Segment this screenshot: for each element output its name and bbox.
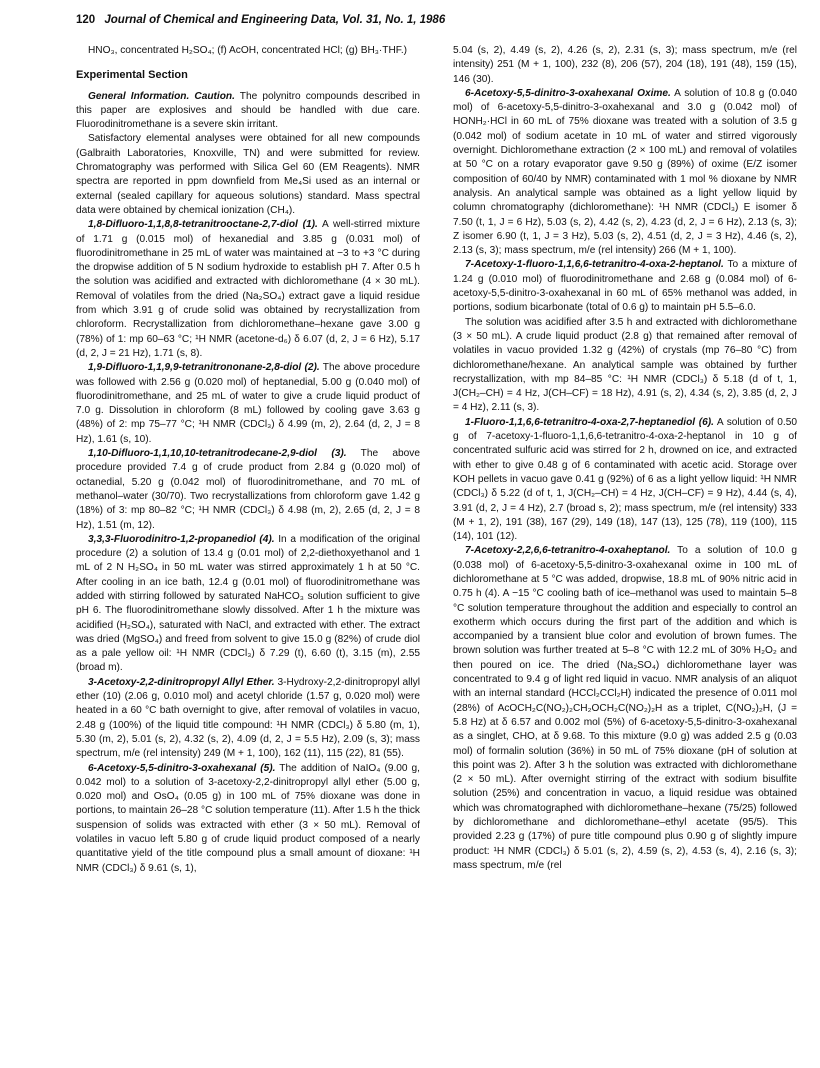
paragraph	[76, 447, 420, 533]
paragraph	[76, 90, 420, 133]
paragraph-text: In a modification of the original procedure (2) a solution of 13.4 g (0.01 mol) of 2,2-diethoxyethanol and 1 mL of 2 N H₂SO₄ in 50 mL water was stirred approximately 1 h at 50 °C. After cooling in an ice bath, 12.4 g (0.01 mol) of fluorodinitromethane was added with stirring followed by saturated NaHCO₃ solution sufficient to give pH 6. The fluorodinitromethane slowly dissolved. After 1 h the mixture was acidified (H₂SO₄), saturated with NaCl, and extracted with ether. The extract was dried (MgSO₄) and freed from solvent to give 15.0 g (82%) of crude diol as a pale yellow oil: ¹H NMR (CDCl₃) δ 7.29 (t), 6.60 (t), 3.15 (m), 2.55 (broad m).	[76, 533, 420, 674]
paragraph-text: HNO₃, concentrated H₂SO₄; (f) AcOH, concentrated HCl; (g) BH₃·THF.)	[88, 45, 408, 56]
paragraph	[76, 676, 420, 762]
paragraph-heading: 1-Fluoro-1,1,6,6-tetranitro-4-oxa-2,7-heptanediol (6).	[465, 416, 714, 428]
paragraph	[76, 762, 420, 876]
paragraph	[76, 218, 420, 361]
paragraph-text: The above procedure provided 7.4 g of crude product from 2.84 g (0.020 mol) of octanedial, 5.20 g (0.042 mol) of fluorodinitromethane, and 70 mL of methanol–water (30/70). Two recrystallizations from chloroform gave 1.42 g (18%) of 3: mp 80–82 °C; ¹H NMR (CDCl₃) δ 4.98 (m, 2), 2.65 (d, 2, J = 8 Hz), 1.51 (m, 12).	[76, 448, 421, 531]
paragraph-text: A solution of 0.50 g of 7-acetoxy-1-fluoro-1,1,6,6-tetranitro-4-oxa-2-heptanol in 10 g of concentrated sulfuric acid was stirred for 2 h, drowned on ice, and extracted with ether to give 0.48 g of 6 contaminated with acetic acid. Storage over KOH pellets in vacuo gave 0.41 g (92%) of 6 as a light yellow liquid: ¹H NMR (CDCl₃) δ 5.22 (d of t, 1, J(CH₂–CH) = 4 Hz, J(CH–CF) = 9 Hz), 4.44 (s, 4), 3.91 (d, 2, J = 4 Hz), 2.7 (broad s, 2); mass spectrum, m/e (rel intensity) 333 (M + 1, 2), 191 (38), 167 (29), 149 (18), 147 (13), 125 (78), 119 (100), 115 (14), 101 (12).	[453, 416, 797, 543]
paragraph-heading: 7-Acetoxy-2,2,6,6-tetranitro-4-oxaheptanol.	[465, 545, 671, 557]
paragraph-text: The solution was acidified after 3.5 h and extracted with dichloromethane (3 × 50 mL). A crude liquid product (2.8 g) that remained after removal of volatiles in vacuo provided 1.32 g (42%) of crystals (mp 76–80 °C) from dichloromethane/hexane. An analytical sample was obtained by further recrystallization, with mp 84–85 °C: ¹H NMR (CDCl₃) δ 5.18 (d of t, 1, J(CH₂–CH) = 4 Hz, J(CH–CF) = 18 Hz), 4.91 (s, 2), 4.34 (s, 2), 3.85 (d, 2, J = 4 Hz), 2.11 (s, 3).	[453, 316, 797, 414]
paragraph-heading: 1,8-Difluoro-1,1,8,8-tetranitrooctane-2,7-diol (1).	[88, 219, 318, 231]
paragraph-heading: 1,10-Difluoro-1,1,10,10-tetranitrodecane-2,9-diol (3).	[88, 448, 347, 460]
page-number: 120	[76, 14, 96, 26]
paragraph-heading: 6-Acetoxy-5,5-dinitro-3-oxahexanal (5).	[88, 762, 276, 774]
page-header	[76, 14, 756, 26]
paragraph	[76, 132, 420, 218]
paragraph-text: To a mixture of 1.24 g (0.010 mol) of fluorodinitromethane and 2.68 g (0.084 mol) of 6-acetoxy-5,5-dinitro-3-oxahexanal in 60 mL of 65% methanol was added, in portions, sodium bicarbonate (total of 0.6 g) to maintain pH 5.5–6.0.	[453, 259, 797, 314]
right-column	[453, 44, 797, 873]
paragraph	[453, 316, 797, 416]
paragraph-text: A solution of 10.8 g (0.040 mol) of 6-acetoxy-5,5-dinitro-3-oxahexanal and 3.0 g (0.042 mol) of HONH₂·HCl in 60 mL of 75% dioxane was treated with a solution of 3.5 g (0.042 mol) of sodium acetate in 10 mL of water and stirred vigorously overnight. Dichloromethane extraction (2 × 100 mL) and removal of volatiles at 50 °C on a rotary evaporator gave 9.50 g (89%) of oxime (E/Z isomer composition of 60/40 by NMR) contaminated with 1 mol % dioxane by NMR analysis. An analytical sample was obtained as a light yellow liquid by column chromatography (dichloromethane): ¹H NMR (CDCl₃) E isomer δ 7.50 (t, 1, J = 6 Hz), 5.03 (s, 2), 4.42 (s, 2), 4.23 (d, 2, J = 6 Hz), 2.13 (s, 3); Z isomer 6.90 (t, 1, J = 3 Hz), 5.03 (s, 2), 4.51 (d, 2, J = 3 Hz), 4.46 (s, 2), 2.13 (s, 3); mass spectrum, m/e (rel intensity) 266 (M + 1, 100).	[453, 87, 797, 257]
paragraph-text: 3-Hydroxy-2,2-dinitropropyl allyl ether (10) (2.06 g, 0.010 mol) and acetyl chloride (1.57 g, 0.020 mol) were heated in a 60 °C bath overnight to give, after removal of volatiles in vacuo, 2.48 g (100%) of the liquid title compound: ¹H NMR (CDCl₃) δ 5.80 (m, 1), 5.30 (m, 2), 5.01 (s, 2), 4.32 (s, 2), 4.09 (d, 2, J = 5.5 Hz), 2.09 (s, 3); mass spectrum, m/e (rel intensity) 249 (M + 1, 100), 162 (11), 115 (22), 81 (55).	[76, 676, 420, 760]
paragraph-heading: General Information. Caution.	[88, 90, 235, 102]
paragraph-text: 5.04 (s, 2), 4.49 (s, 2), 4.26 (s, 2), 2.31 (s, 3); mass spectrum, m/e (rel intensity) 251 (M + 1, 100), 232 (8), 206 (57), 204 (18), 191 (48), 159 (15), 146 (30).	[453, 45, 797, 85]
left-column	[76, 44, 420, 876]
paragraph-heading: 6-Acetoxy-5,5-dinitro-3-oxahexanal Oxime.	[465, 87, 671, 99]
paragraph-text: The above procedure was followed with 2.56 g (0.020 mol) of heptanedial, 5.00 g (0.040 mol) of fluorodinitromethane, and 25 mL of water to give a crude liquid product of 7.0 g. Dissolution in chloroform (8 mL) followed by cooling gave 3.63 g (48%) of 2: mp 75–77 °C; ¹H NMR (CDCl₃) δ 4.99 (m, 2), 2.64 (d, 2, J = 8 Hz), 1.61 (s, 10).	[76, 362, 420, 445]
paragraph-text: A well-stirred mixture of 1.71 g (0.015 mol) of hexanedial and 3.85 g (0.031 mol) of fluorodinitromethane in 25 mL of water was maintained at −3 to +3 °C during the dropwise addition of 5 N sodium hydroxide to establish pH 7. After 0.5 h the solution was acidified and extracted with dichloromethane (4 × 30 mL). Removal of volatiles from the dried (Na₂SO₄) extract gave a liquid residue from which 3.91 g of crude solid was obtained by recrystallization from chloroform. Recrystallization from dichloromethane–hexane gave 3.00 g (78%) of 1: mp 60–63 °C; ¹H NMR (acetone-d₆) δ 6.07 (d, 2, J = 6 Hz), 5.17 (d, 2, J = 21 Hz), 1.71 (s, 8).	[76, 219, 420, 359]
paragraph-heading: 3-Acetoxy-2,2-dinitropropyl Allyl Ether.	[88, 676, 275, 688]
paragraph-text: To a solution of 10.0 g (0.038 mol) of 6-acetoxy-5,5-dinitro-3-oxahexanal oxime in 100 mL of dichloromethane at 5 °C was added, dropwise, 18.8 mL of 90% nitric acid in 0.75 h (4). A −15 °C cooling bath of ice–methanol was used to maintain 5–8 °C solution temperature throughout the addition and especially to control an exotherm which occurs during the first part of the addition and which is accompanied by a transient blue color and evolution of brown fumes. The brown solution was further treated at 5–8 °C with 12.2 mL of 30% H₂O₂ and then poured on ice. The dried (Na₂SO₄) dichloromethane layer was concentrated to 9.4 g of light red liquid in vacuo. NMR analysis of an aliquot with an internal standard (HCCl₂CCl₂H) indicated the presence of 0.011 mol (28%) of AcOCH₂C(NO₂)₂CH₂OCH₂C(NO₂)₂H as a triplet, C(NO₂)₂H, (J = 5.8 Hz) at δ 6.57 and 0.002 mol (5%) of 6-acetoxy-5,5-dinitro-3-oxahexanal as a singlet, CHO, at δ 9.68. To this mixture (9.0 g) was added 2.5 g (0.03 mol) of formalin solution (36%) in 50 mL of 75% dioxane (pH of solution at this point was 2). After 3 h the solution was extracted with dichloromethane (2 × 50 mL). After overnight stirring of the extract with sodium bisulfite solution (25%) and concentration in vacuo, a liquid residue was obtained which was chromatographed with dichloromethane–hexane (75/25) followed by dichloromethane and dichloromethane–ethyl acetate (95/5). This provided 2.23 g (17%) of pure title compound plus 0.90 g of slightly impure product: ¹H NMR (CDCl₃) δ 5.01 (s, 2), 4.59 (s, 2), 4.53 (s, 4), 2.16 (s, 3); mass spectrum, m/e (rel	[453, 545, 797, 871]
journal-citation: Journal of Chemical and Engineering Data, Vol. 31, No. 1, 1986	[104, 14, 446, 26]
paragraph	[453, 44, 797, 87]
paragraph	[453, 87, 797, 259]
paragraph	[76, 533, 420, 676]
paragraph	[453, 416, 797, 545]
paragraph-text: The polynitro compounds described in this paper are explosives and should be handled with due care. Fluorodinitromethane is a severe skin irritant.	[76, 90, 421, 131]
paragraph-heading: 3,3,3-Fluorodinitro-1,2-propanediol (4).	[88, 533, 275, 545]
paragraph-text: Satisfactory elemental analyses were obtained for all new compounds (Galbraith Laboratories, Knoxville, TN) and were submitted for review. Chromatography was performed with Silica Gel 60 (EM Reagents). NMR spectra are reported in ppm downfield from Me₄Si used as an internal or external (sealed capillary for aqueous solutions) standard. Mass spectral data were obtained by chemical ionization (CH₄).	[76, 133, 420, 216]
paragraph-text: The addition of NaIO₄ (9.00 g, 0.042 mol) to a solution of 3-acetoxy-2,2-dinitropropyl allyl ether (5.00 g, 0.020 mol) and OsO₄ (0.05 g) in 100 mL of 75% dioxane was done in portions, to maintain 26–28 °C solution temperature (11). After 1.5 h the thick suspension of solids was extracted with ether (3 × 50 mL). Removal of volatiles in vacuo left 5.80 g of crude liquid product composed of a nearly quantitative yield of the title compound plus a small amount of dioxane: ¹H NMR (CDCl₃) δ 9.61 (s, 1),	[76, 762, 420, 874]
paragraph	[453, 258, 797, 315]
paragraph	[76, 44, 420, 58]
paragraph-heading: 1,9-Difluoro-1,1,9,9-tetranitrononane-2,8-diol (2).	[88, 362, 320, 374]
paragraph	[76, 361, 420, 447]
section-heading: Experimental Section	[76, 69, 188, 82]
paragraph-heading: 7-Acetoxy-1-fluoro-1,1,6,6-tetranitro-4-oxa-2-heptanol.	[465, 259, 724, 271]
paragraph	[453, 544, 797, 873]
